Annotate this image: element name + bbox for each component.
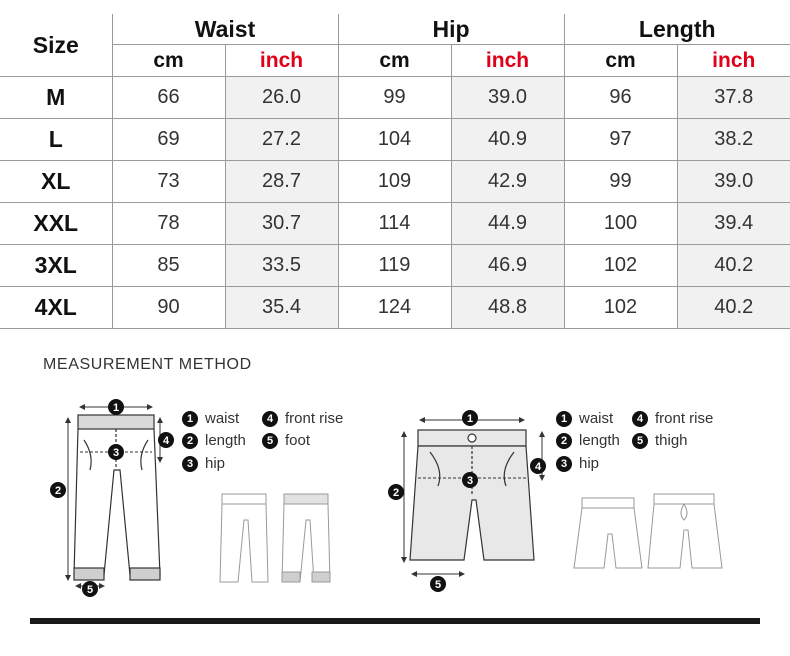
size-label: L [0, 119, 112, 161]
measurement-method-title: MEASUREMENT METHOD [43, 356, 252, 373]
measurement-cell: 102 [564, 287, 677, 329]
legend-label: length [579, 432, 620, 449]
number-badge: 4 [632, 411, 648, 427]
size-label: XXL [0, 203, 112, 245]
measurement-cell: 100 [564, 203, 677, 245]
measurement-cell: 28.7 [225, 161, 338, 203]
legend-item [556, 455, 599, 472]
legend-label: front rise [285, 410, 344, 427]
measurement-cell: 33.5 [225, 245, 338, 287]
legend-label: hip [579, 455, 600, 472]
legend-item [182, 410, 239, 427]
number-badge: 2 [182, 433, 198, 449]
measurement-cell: 69 [112, 119, 225, 161]
measurement-cell: 40.2 [677, 287, 790, 329]
measurement-cell: 35.4 [225, 287, 338, 329]
measurement-cell: 73 [112, 161, 225, 203]
size-label: 3XL [0, 245, 112, 287]
measurement-cell: 39.0 [451, 77, 564, 119]
marker-number: 1 [466, 413, 474, 425]
legend-item [556, 432, 620, 449]
unit-inch: inch [677, 45, 790, 77]
measurement-cell: 124 [338, 287, 451, 329]
measurement-cell: 102 [564, 245, 677, 287]
legend-item [182, 432, 246, 449]
legend-item [262, 410, 343, 427]
shorts-thumbnails [574, 494, 722, 568]
legend-label: waist [579, 410, 614, 427]
number-badge: 3 [182, 456, 198, 472]
size-label: M [0, 77, 112, 119]
number-badge: 1 [556, 411, 572, 427]
measurement-cell: 37.8 [677, 77, 790, 119]
marker-number: 4 [162, 435, 170, 447]
legend-label: thigh [655, 432, 688, 449]
length-header: Length [564, 14, 790, 45]
unit-inch: inch [225, 45, 338, 77]
marker-number: 5 [434, 579, 442, 591]
legend-label: foot [285, 432, 311, 449]
measurement-cell: 66 [112, 77, 225, 119]
number-badge: 4 [262, 411, 278, 427]
unit-cm: cm [564, 45, 677, 77]
measurement-cell: 39.4 [677, 203, 790, 245]
legend-label: hip [205, 455, 226, 472]
pants-thumbnails [220, 494, 330, 582]
unit-inch: inch [451, 45, 564, 77]
measurement-cell: 44.9 [451, 203, 564, 245]
measurement-cell: 26.0 [225, 77, 338, 119]
measurement-cell: 114 [338, 203, 451, 245]
legend-item [632, 410, 713, 427]
marker-number: 5 [86, 584, 94, 596]
measurement-cell: 78 [112, 203, 225, 245]
measurement-cell: 40.2 [677, 245, 790, 287]
unit-cm: cm [338, 45, 451, 77]
measurement-cell: 40.9 [451, 119, 564, 161]
measurement-cell: 27.2 [225, 119, 338, 161]
measurement-cell: 42.9 [451, 161, 564, 203]
shorts-diagram [410, 430, 534, 560]
legend-item [632, 432, 688, 449]
marker-number: 3 [112, 447, 120, 459]
measurement-cell: 96 [564, 77, 677, 119]
marker-number: 2 [54, 485, 62, 497]
measurement-cell: 48.8 [451, 287, 564, 329]
measurement-cell: 90 [112, 287, 225, 329]
measurement-cell: 85 [112, 245, 225, 287]
size-label: 4XL [0, 287, 112, 329]
bottom-divider [30, 618, 760, 624]
marker-number: 4 [534, 461, 542, 473]
marker-number: 3 [466, 475, 474, 487]
number-badge: 1 [182, 411, 198, 427]
legend-label: front rise [655, 410, 714, 427]
measurement-cell: 46.9 [451, 245, 564, 287]
legend-item [182, 455, 225, 472]
pants-diagram [74, 415, 160, 580]
hip-header: Hip [338, 14, 564, 45]
legend-item [262, 432, 310, 449]
waist-header: Waist [112, 14, 338, 45]
legend-label: length [205, 432, 246, 449]
legend-label: waist [205, 410, 240, 427]
number-badge: 5 [632, 433, 648, 449]
measurement-cell: 99 [338, 77, 451, 119]
measurement-cell: 104 [338, 119, 451, 161]
legend-item [556, 410, 613, 427]
number-badge: 3 [556, 456, 572, 472]
marker-number: 1 [112, 402, 120, 414]
number-badge: 5 [262, 433, 278, 449]
measurement-cell: 30.7 [225, 203, 338, 245]
marker-number: 2 [392, 487, 400, 499]
measurement-cell: 99 [564, 161, 677, 203]
measurement-cell: 97 [564, 119, 677, 161]
size-header: Size [0, 14, 112, 77]
measurement-cell: 109 [338, 161, 451, 203]
number-badge: 2 [556, 433, 572, 449]
size-label: XL [0, 161, 112, 203]
measurement-cell: 119 [338, 245, 451, 287]
measurement-cell: 38.2 [677, 119, 790, 161]
pants-measure-lines [68, 407, 160, 586]
unit-cm: cm [112, 45, 225, 77]
measurement-cell: 39.0 [677, 161, 790, 203]
